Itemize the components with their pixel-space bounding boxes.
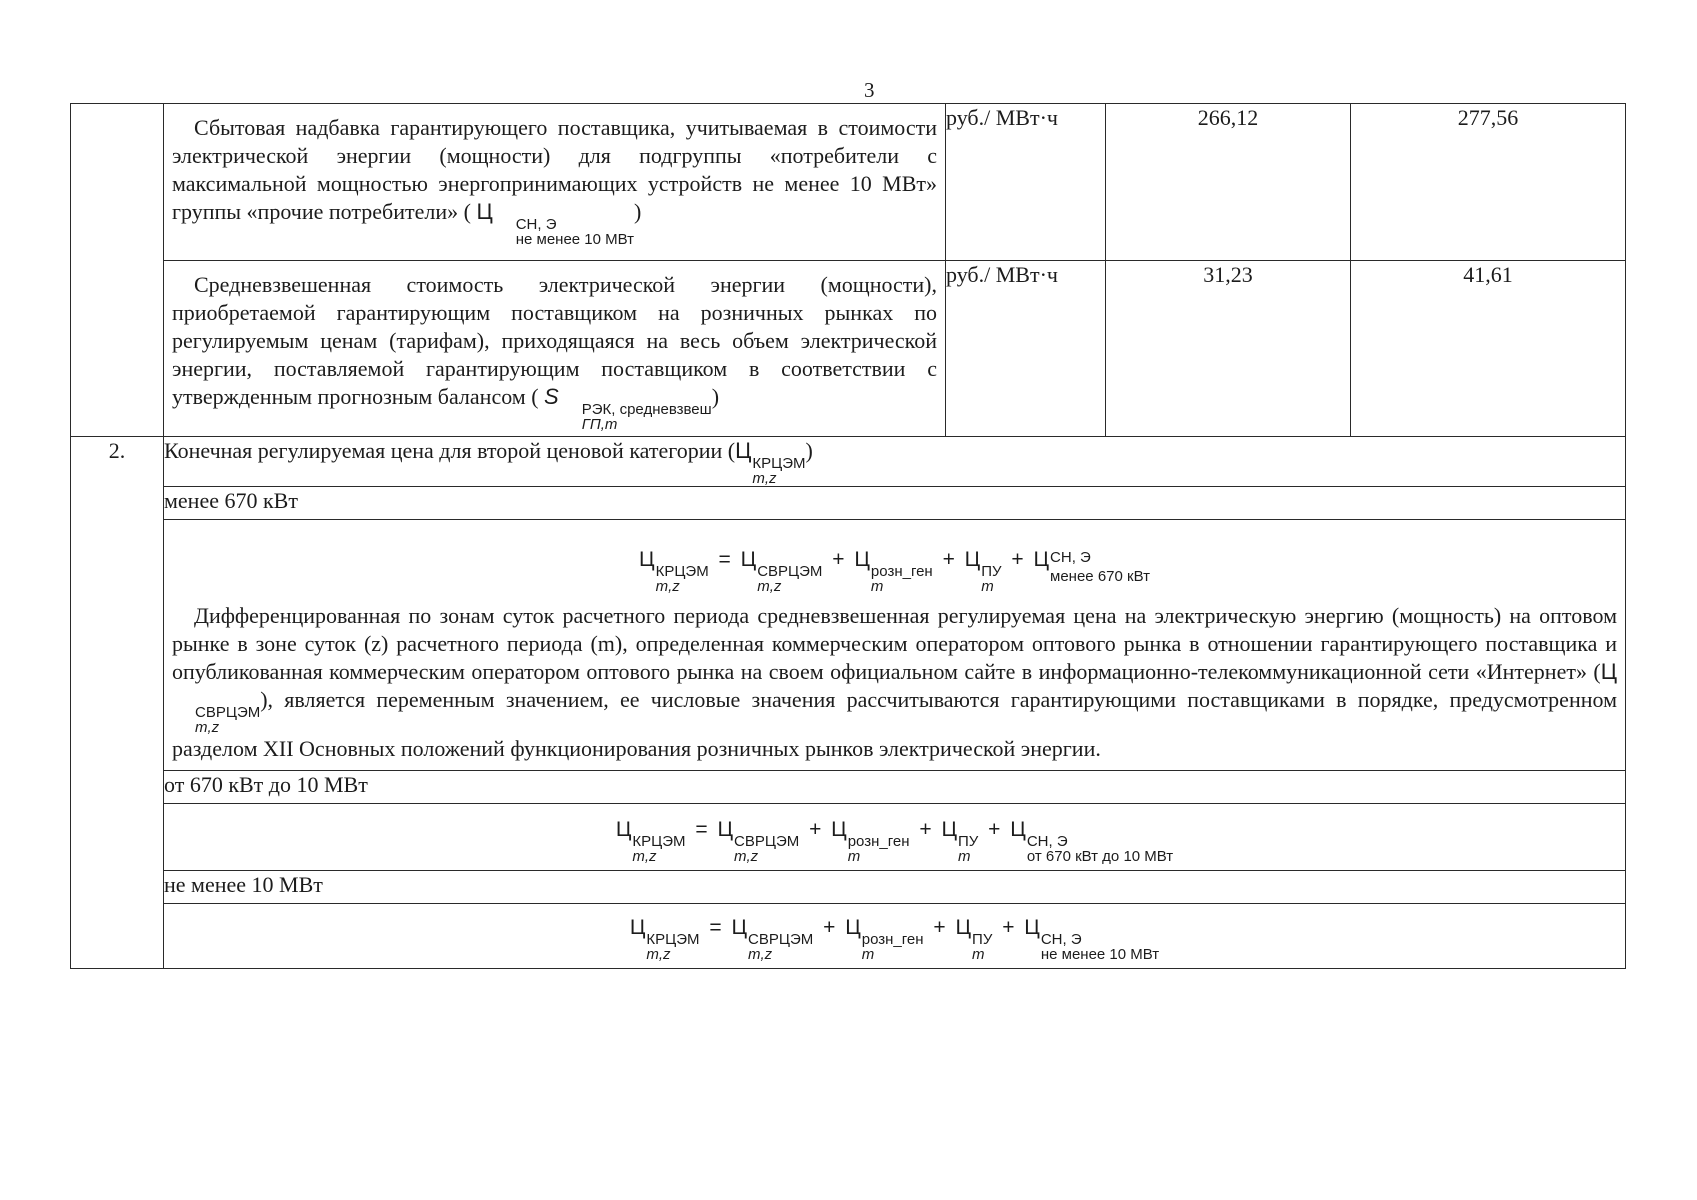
table-row bbox=[71, 804, 1626, 871]
subsection-label: менее 670 кВт bbox=[164, 487, 1626, 520]
table-row bbox=[71, 487, 1626, 520]
price-formula: Ц КРЦЭМ m,z = Ц СВРЦЭМ m,z + Ц розн_ген m + Ц ПУ m + Ц СН, Э не менее 10 МВт bbox=[629, 916, 1160, 963]
formula-cell bbox=[164, 804, 1626, 871]
value-cell-2: 41,61 bbox=[1351, 261, 1626, 437]
table-row bbox=[71, 261, 1626, 437]
page-number: 3 bbox=[864, 78, 875, 102]
value-cell-2: 277,56 bbox=[1351, 104, 1626, 261]
table-row bbox=[71, 771, 1626, 804]
index-cell-empty bbox=[71, 104, 164, 437]
table-row bbox=[71, 104, 1626, 261]
table-row bbox=[71, 904, 1626, 969]
table-row bbox=[71, 520, 1626, 771]
unit-cell: руб./ МВт·ч bbox=[946, 261, 1106, 437]
price-formula: Ц КРЦЭМ m,z = Ц СВРЦЭМ m,z + Ц розн_ген m + Ц ПУ m + Ц СН, Э от 670 кВт до 10 МВт bbox=[615, 818, 1174, 865]
unit-cell: руб./ МВт·ч bbox=[946, 104, 1106, 261]
subsection-label: от 670 кВт до 10 МВт bbox=[164, 771, 1626, 804]
subsection-label: не менее 10 МВт bbox=[164, 871, 1626, 904]
table-row bbox=[71, 871, 1626, 904]
value-cell-1: 266,12 bbox=[1106, 104, 1351, 261]
tariff-table bbox=[70, 103, 1626, 969]
value-cell-1: 31,23 bbox=[1106, 261, 1351, 437]
description-text: Средневзвешенная стоимость электрической энергии (мощности), приобретаемой гарантирующим поставщиком на розничных рынках по регулируемым ценам (тарифам), приходящаяся на весь объем электрической энергии, поставляемой гарантирующим поставщиком в соответствии с утвержденным прогнозным балансом ( S РЭК, средневзвеш ГП,m ) bbox=[172, 272, 937, 433]
description-text: Сбытовая надбавка гарантирующего поставщика, учитываемая в стоимости электрической энергии (мощности) для подгруппы «потребители с максимальной мощностью энергопринимающих устройств не менее 10 МВт» группы «прочие потребители» ( Ц СН, Э не менее 10 МВт ) bbox=[172, 115, 937, 248]
formula-cell bbox=[164, 904, 1626, 969]
price-formula: Ц КРЦЭМ m,z = Ц СВРЦЭМ m,z + Ц розн_ген m + Ц ПУ m + Ц СН, Э менее 670 кВт bbox=[639, 548, 1150, 595]
symbol-markup: S РЭК, средневзвеш ГП,m bbox=[544, 384, 712, 433]
description-cell bbox=[164, 261, 946, 437]
section-index: 2. bbox=[71, 437, 164, 969]
description-cell bbox=[164, 104, 946, 261]
table-row bbox=[71, 437, 1626, 487]
formula-note: Дифференцированная по зонам суток расчетного периода средневзвешенная регулируемая цена на электрическую энергию (мощность) на оптовом рынке в зоне суток (z) расчетного периода (m), определенная коммерческим оператором оптового рынка в отношении гарантирующего поставщика и опубликованная коммерческим оператором оптового рынка на своем официальном сайте в информационно-телекоммуникационной сети «Интернет» (Ц СВРЦЭМ m,z ), является переменным значением, ее числовые значения рассчитываются гарантирующими поставщиками в порядке, предусмотренном разделом XII Основных положений функционирования розничных рынков электрической энергии. bbox=[172, 603, 1617, 761]
section-title: Конечная регулируемая цена для второй ценовой категории (Ц КРЦЭМ m,z ) bbox=[164, 437, 1626, 487]
symbol-markup: Ц СН, Э не менее 10 МВт bbox=[476, 199, 635, 248]
formula-cell bbox=[164, 520, 1626, 771]
